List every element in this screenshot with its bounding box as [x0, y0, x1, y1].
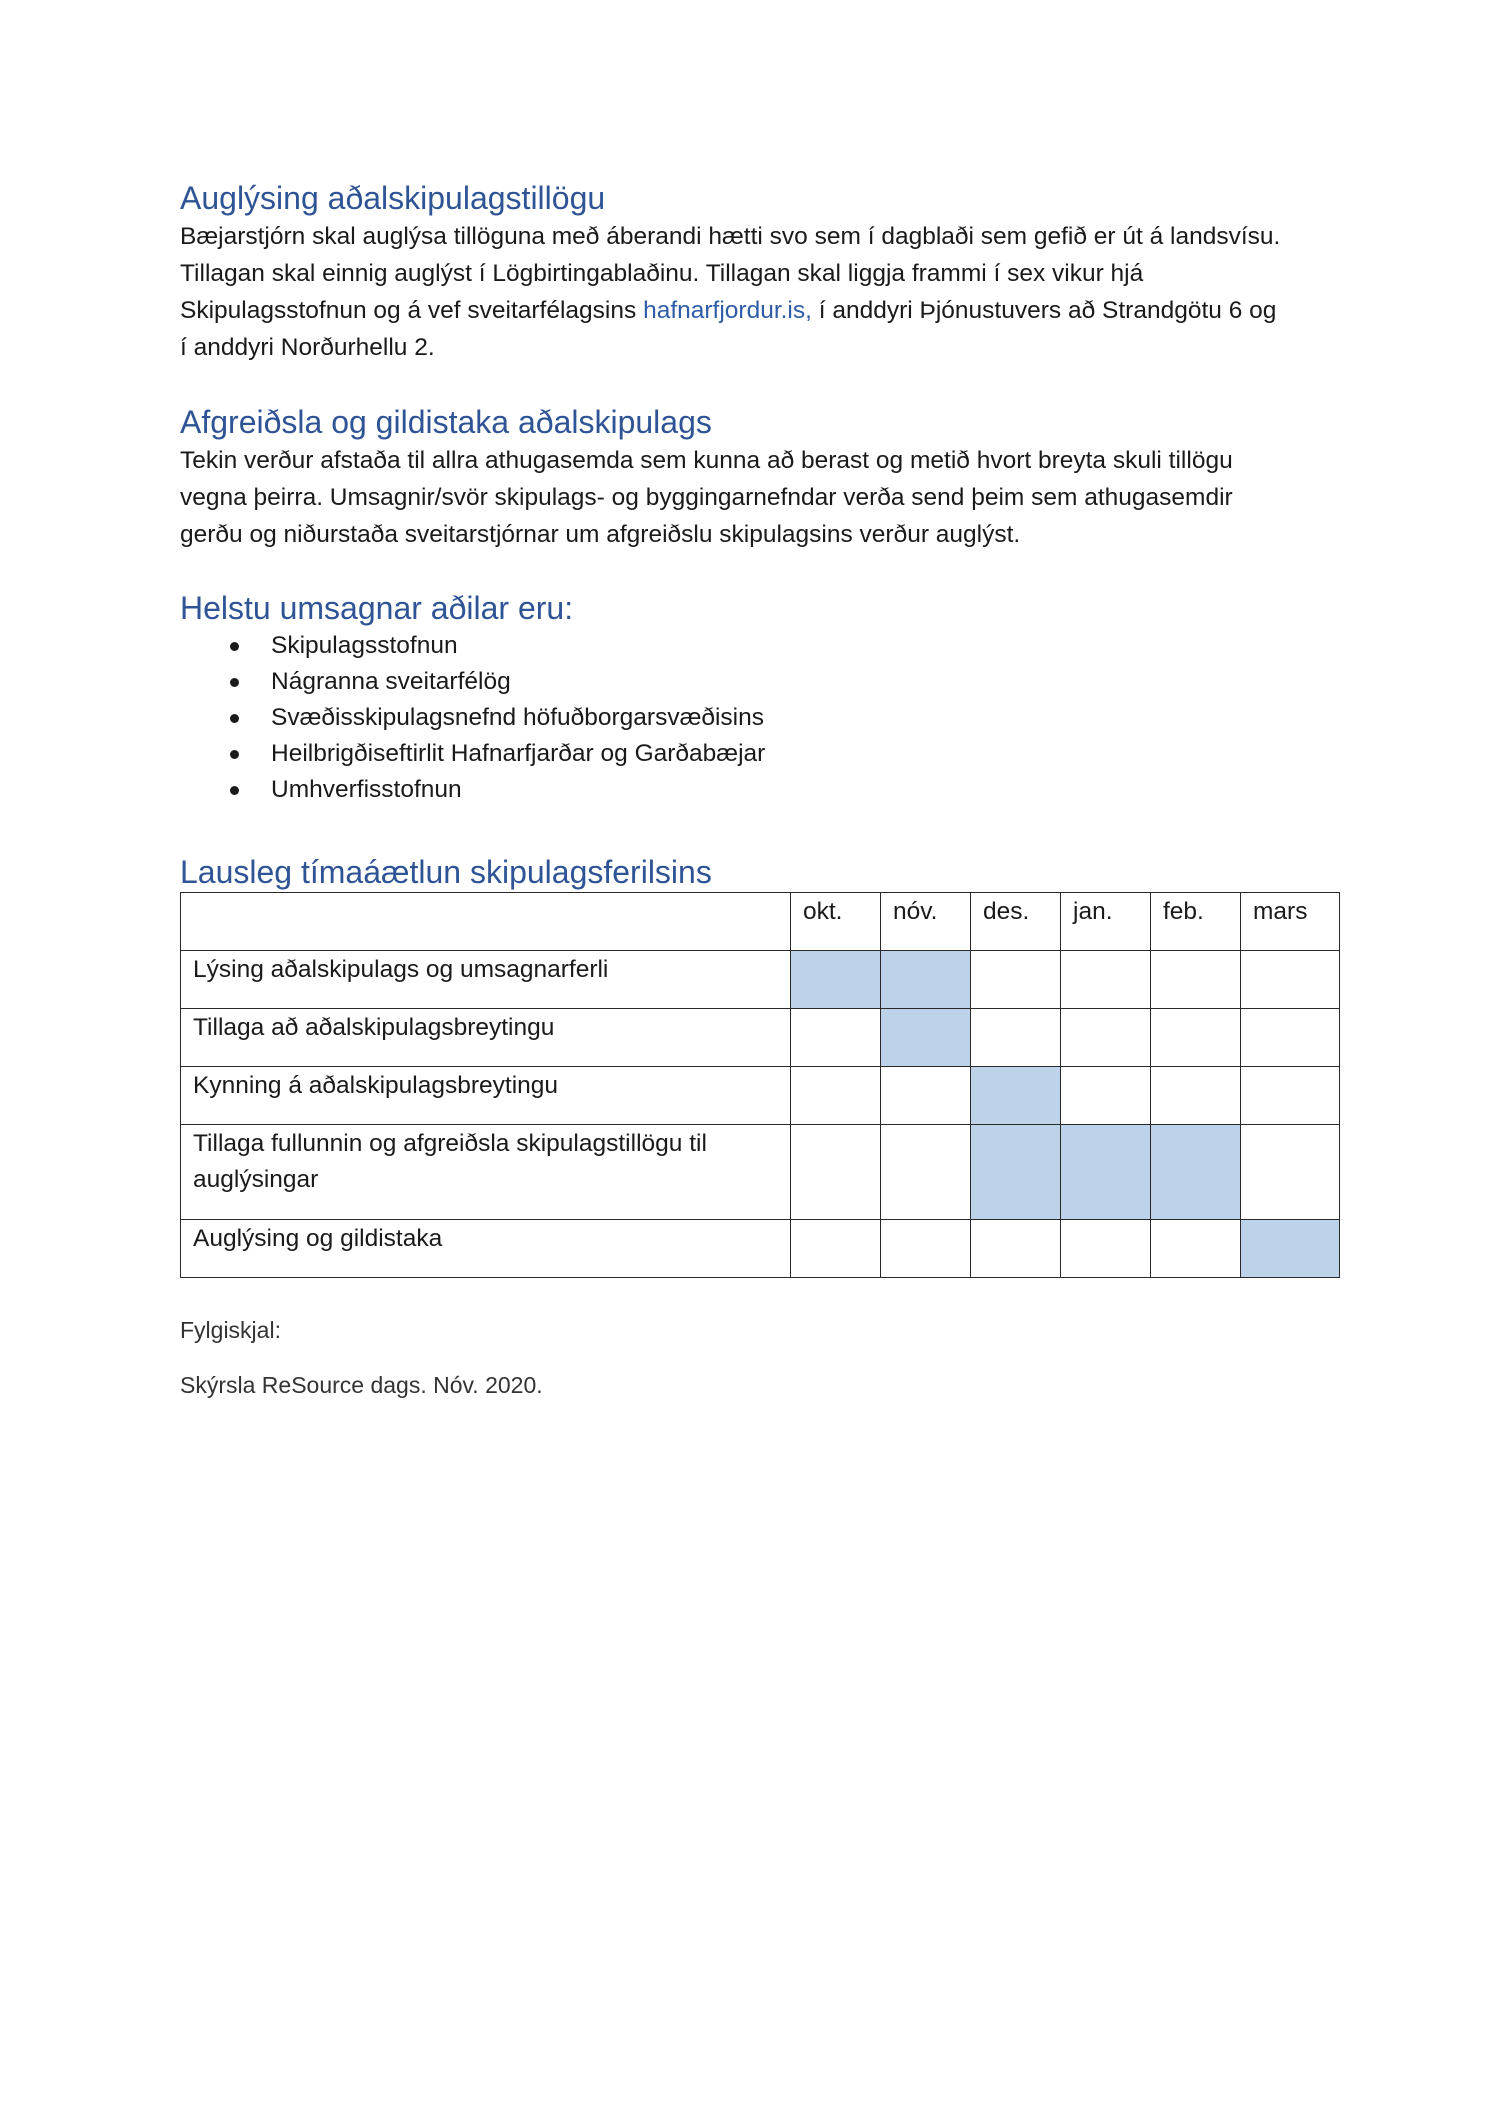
- month-cell-active: [971, 1125, 1061, 1220]
- month-cell: [791, 1125, 881, 1220]
- header-cell-empty: [181, 893, 791, 951]
- month-cell: [971, 1220, 1061, 1278]
- reviewer-label: Skipulagsstofnun: [271, 632, 458, 659]
- bullet-icon: [230, 786, 239, 795]
- reviewer-label: Heilbrigðiseftirlit Hafnarfjarðar og Garðabæjar: [271, 740, 766, 767]
- month-cell: [1061, 1067, 1151, 1125]
- month-cell: [791, 1009, 881, 1067]
- month-cell: [1151, 1220, 1241, 1278]
- approval-line-3: gerðu og niðurstaða sveitarstjórnar um afgreiðslu skipulagsins verður auglýst.: [180, 521, 1021, 548]
- section-reviewers: [180, 588, 765, 808]
- task-cell: Tillaga fullunnin og afgreiðsla skipulagstillögu til auglýsingar: [181, 1125, 791, 1220]
- header-cell-month: okt.: [791, 893, 881, 951]
- month-cell: [1061, 951, 1151, 1009]
- task-cell: Lýsing aðalskipulags og umsagnarferli: [181, 951, 791, 1009]
- header-cell-month: nóv.: [881, 893, 971, 951]
- header-cell-month: feb.: [1151, 893, 1241, 951]
- month-cell: [971, 1009, 1061, 1067]
- month-cell: [791, 1067, 881, 1125]
- table-row: [181, 1067, 1340, 1125]
- heading-advertisement: Auglýsing aðalskipulagstillögu: [180, 180, 606, 216]
- hafnarfjordur-link[interactable]: hafnarfjordur.is,: [643, 297, 812, 324]
- month-cell: [1241, 1009, 1340, 1067]
- bullet-icon: [230, 714, 239, 723]
- task-cell: Kynning á aðalskipulagsbreytingu: [181, 1067, 791, 1125]
- reviewer-label: Umhverfisstofnun: [271, 776, 462, 803]
- month-cell: [1151, 1009, 1241, 1067]
- list-item: [180, 772, 765, 808]
- table-header-row: [181, 893, 1340, 951]
- table-row: [181, 951, 1340, 1009]
- attachment-item: Skýrsla ReSource dags. Nóv. 2020.: [180, 1372, 543, 1398]
- table-row: [181, 1220, 1340, 1278]
- month-cell: [1061, 1220, 1151, 1278]
- month-cell: [881, 1067, 971, 1125]
- header-cell-month: mars: [1241, 893, 1340, 951]
- month-cell: [1241, 1067, 1340, 1125]
- month-cell: [1151, 1067, 1241, 1125]
- month-cell-active: [1241, 1220, 1340, 1278]
- month-cell-active: [1151, 1125, 1241, 1220]
- section-schedule: [180, 852, 1340, 1278]
- list-item: [180, 628, 765, 664]
- month-cell-active: [971, 1067, 1061, 1125]
- approval-line-2: vegna þeirra. Umsagnir/svör skipulags- og byggingarnefndar verða send þeim sem athugasemdir: [180, 484, 1233, 511]
- header-cell-month: jan.: [1061, 893, 1151, 951]
- task-cell: Auglýsing og gildistaka: [181, 1220, 791, 1278]
- heading-reviewers: Helstu umsagnar aðilar eru:: [180, 590, 574, 626]
- header-cell-month: des.: [971, 893, 1061, 951]
- advert-line-3-post: í anddyri Þjónustuvers að Strandgötu 6 og: [811, 297, 1277, 324]
- paragraph-advertisement: [180, 218, 1280, 366]
- month-cell: [1151, 951, 1241, 1009]
- month-cell: [881, 1220, 971, 1278]
- advert-line-1: Bæjarstjórn skal auglýsa tillöguna með áberandi hætti svo sem í dagblaði sem gefið er út á landsvísu.: [180, 223, 1281, 250]
- list-item: [180, 736, 765, 772]
- bullet-icon: [230, 642, 239, 651]
- list-item: [180, 700, 765, 736]
- month-cell-active: [1061, 1125, 1151, 1220]
- approval-line-1: Tekin verður afstaða til allra athugasemda sem kunna að berast og metið hvort breyta skuli tillögu: [180, 447, 1233, 474]
- bullet-icon: [230, 750, 239, 759]
- month-cell-active: [881, 1009, 971, 1067]
- table-row: [181, 1125, 1340, 1220]
- table-row: [181, 1009, 1340, 1067]
- section-approval: [180, 402, 1233, 553]
- attachment-label: Fylgiskjal:: [180, 1317, 281, 1343]
- bullet-icon: [230, 678, 239, 687]
- section-advertisement: [180, 178, 1280, 366]
- task-cell: Tillaga að aðalskipulagsbreytingu: [181, 1009, 791, 1067]
- heading-approval: Afgreiðsla og gildistaka aðalskipulags: [180, 404, 712, 440]
- heading-schedule: Lausleg tímaáætlun skipulagsferilsins: [180, 854, 712, 890]
- month-cell: [1241, 951, 1340, 1009]
- advert-line-4: í anddyri Norðurhellu 2.: [180, 334, 435, 361]
- list-item: [180, 664, 765, 700]
- month-cell: [1241, 1125, 1340, 1220]
- schedule-table: [180, 892, 1340, 1278]
- advert-line-3-pre: Skipulagsstofnun og á vef sveitarfélagsins: [180, 297, 644, 324]
- month-cell: [791, 1220, 881, 1278]
- reviewer-label: Svæðisskipulagsnefnd höfuðborgarsvæðisins: [271, 704, 765, 731]
- month-cell: [971, 951, 1061, 1009]
- month-cell: [1061, 1009, 1151, 1067]
- month-cell-active: [881, 951, 971, 1009]
- reviewer-label: Nágranna sveitarfélög: [271, 668, 511, 695]
- section-attachment: [180, 1313, 543, 1402]
- reviewers-list: [180, 628, 765, 808]
- month-cell: [881, 1125, 971, 1220]
- month-cell-active: [791, 951, 881, 1009]
- advert-line-2: Tillagan skal einnig auglýst í Lögbirtingablaðinu. Tillagan skal liggja frammi í sex vikur hjá: [180, 260, 1144, 287]
- paragraph-approval: [180, 442, 1233, 553]
